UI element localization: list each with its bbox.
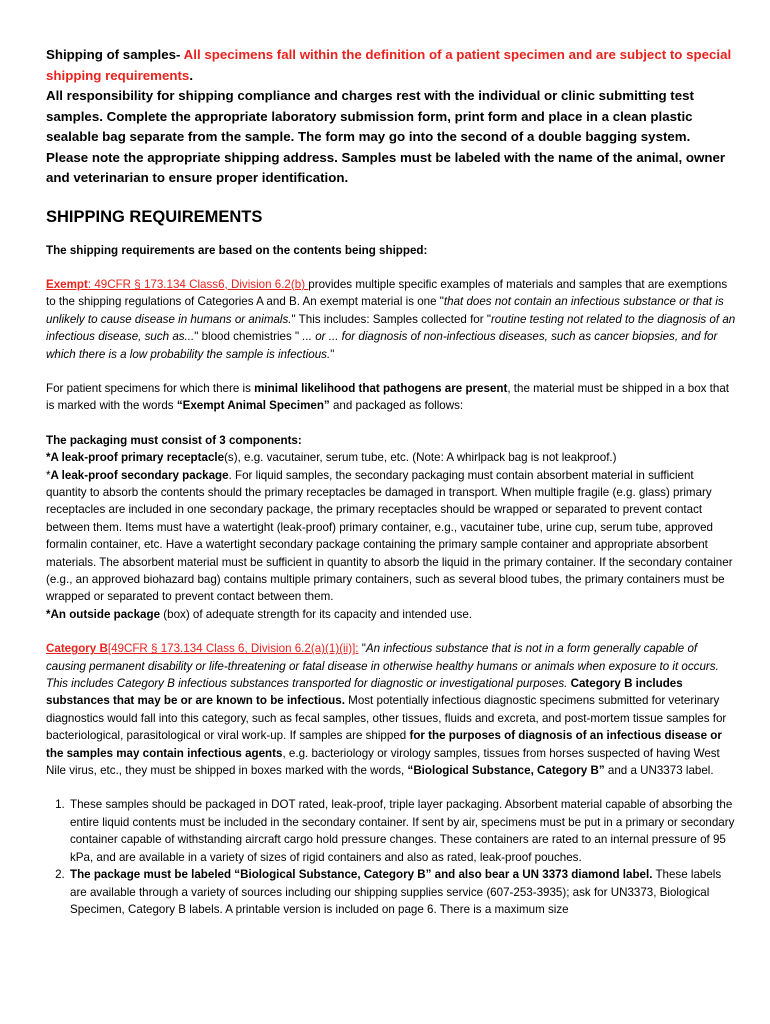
exempt-italic: that does not contain an infectious substance or that is unlikely to cause disease in humans or animals. — [46, 295, 724, 326]
component-3-text: (box) of adequate strength for its capacity and intended use. — [160, 607, 472, 621]
exempt-text: provides multiple specific examples of materials and samples that are exemptions to the shipping regulations of Categories A and B. An exempt material is one " — [46, 277, 728, 309]
patient-bold: “Exempt Animal Specimen” — [176, 399, 330, 413]
category-b-text: " — [358, 642, 366, 656]
packaging-title: The packaging must consist of 3 components: — [46, 433, 302, 447]
patient-specimen-paragraph — [46, 380, 736, 415]
list-item — [68, 866, 736, 918]
exempt-italic: routine testing not related to the diagnosis of an infectious disease, such as... — [46, 312, 736, 344]
patient-text: , the material must be shipped in a box that is marked with the words — [46, 381, 730, 413]
component-3-bold: *An outside package — [46, 607, 161, 621]
intro-lead: Shipping of samples- — [46, 47, 181, 62]
list-item-1-text: These samples should be packaged in DOT rated, leak-proof, triple layer packaging. Absorbent material capable of absorbing the entire liquid contents must be included in the secondary container. If sent by air, specimens must be put in a primary or secondary container capable of withstanding aircraft cargo hold pressure changes. These containers are rated to an internal pressure of 95 kPa, and are available in a variety of sizes of rigid containers and also as rated, leak-proof pouches. — [70, 798, 735, 864]
component-1-text: (s), e.g. vacutainer, serum tube, etc. (Note: A whirlpack bag is not leakproof.) — [224, 451, 617, 465]
category-b-paragraph — [46, 640, 736, 779]
component-2-text: . For liquid samples, the secondary packaging must contain absorbent material in sufficient quantity to absorb the contents should the primary receptacles be damaged in transport. When multiple fragile (e.g. glass) primary receptacles are included in one secondary package, the primary receptacles should be wrapped or separated to prevent contact between them. Items must have a watertight (leak-proof) primary container, e.g., vacutainer tube, urine cup, serum tube, approved formalin container, etc. Have a watertight secondary package containing the primary sample container and appropriate absorbent materials. The absorbent material must be sufficient in quantity to absorb the liquid in the primary container. If the secondary container (e.g., an approved biohazard bag) contains multiple primary containers, such as several blood tubes, the primary containers must be wrapped or separated to prevent contact between them. — [46, 468, 733, 604]
category-b-bold: Category B includes substances that may be or are known to be infectious. — [46, 677, 683, 708]
list-item-2-text: These labels are available through a variety of sources including our shipping supplies service (607-253-3935); ask for UN3373, Biological Specimen, Category B labels. A printable version is included on page 6. There is a maximum size — [70, 868, 722, 916]
category-b-bold: for the purposes of diagnosis of an infectious disease or the samples may contain infectious agents — [46, 729, 722, 760]
category-b-text: Most potentially infectious diagnostic specimens submitted for veterinary diagnostics would fall into this category, such as fecal samples, other tissues, fluids and excreta, and post-mortem tissue samples for bacteriological, parasitological or viral work-up. If samples are shipped — [46, 694, 727, 743]
category-b-text: , e.g. bacteriology or virology samples, tissues from horses suspected of having West Nile virus, etc., they must be shipped in boxes marked with the words, — [46, 746, 720, 778]
patient-text: For patient specimens for which there is — [46, 381, 255, 395]
intro-body: All responsibility for shipping compliance and charges rest with the individual or clinic submitting test samples. Complete the appropriate laboratory submission form, print form and place in a clean plastic sealable bag separate from the sample. The form may go into the second of a double bagging system. Please note the appropriate shipping address. Samples must be labeled with the name of the animal, owner and veterinarian to ensure proper identification. — [46, 88, 726, 185]
exempt-text: " blood chemistries " — [194, 330, 303, 344]
document-page — [46, 45, 736, 918]
exempt-text: " — [330, 347, 335, 361]
patient-bold: minimal likelihood that pathogens are present — [254, 381, 508, 395]
component-2-star: * — [46, 468, 51, 482]
exempt-paragraph — [46, 276, 736, 363]
section-heading: SHIPPING REQUIREMENTS — [46, 207, 263, 226]
requirements-list — [46, 796, 736, 918]
intro-paragraph — [46, 45, 736, 189]
component-1-bold: *A leak-proof primary receptacle — [46, 451, 225, 465]
category-b-text: and a UN3373 label. — [604, 764, 714, 778]
list-item — [68, 796, 736, 866]
component-2-bold: A leak-proof secondary package — [50, 468, 229, 482]
category-b-citation-link[interactable]: [49CFR § 173.134 Class 6, Division 6.2(a)(1)(ii)]: — [107, 642, 359, 656]
intro-red-text: All specimens fall within the definition of a patient specimen and are subject to special shipping requirements — [46, 47, 732, 83]
packaging-paragraph — [46, 432, 736, 623]
exempt-citation-link[interactable]: : 49CFR § 173.134 Class6, Division 6.2(b) — [87, 277, 309, 291]
category-b-bold: “Biological Substance, Category B” — [407, 764, 605, 778]
exempt-label-link[interactable]: Exempt — [46, 277, 88, 291]
exempt-italic: ... or ... for diagnosis of non-infectious diseases, such as cancer biopsies, and for which there is a low probability the sample is infectious. — [46, 330, 718, 361]
category-b-label-link[interactable]: Category B — [46, 642, 108, 656]
category-b-italic: An infectious substance that is not in a form generally capable of causing permanent disability or life-threatening or fatal disease in otherwise healthy humans or animals when exposure to it occurs. This includes Category B infectious substances transported for diagnostic or investigational purposes. — [46, 642, 719, 691]
exempt-text: " This includes: Samples collected for " — [291, 312, 491, 326]
patient-text: and packaged as follows: — [329, 399, 464, 413]
intro-period: . — [189, 67, 194, 83]
subheading: The shipping requirements are based on the contents being shipped: — [46, 243, 428, 257]
list-item-2-bold: The package must be labeled “Biological Substance, Category B” and also bear a UN 3373 diamond label. — [70, 868, 653, 882]
